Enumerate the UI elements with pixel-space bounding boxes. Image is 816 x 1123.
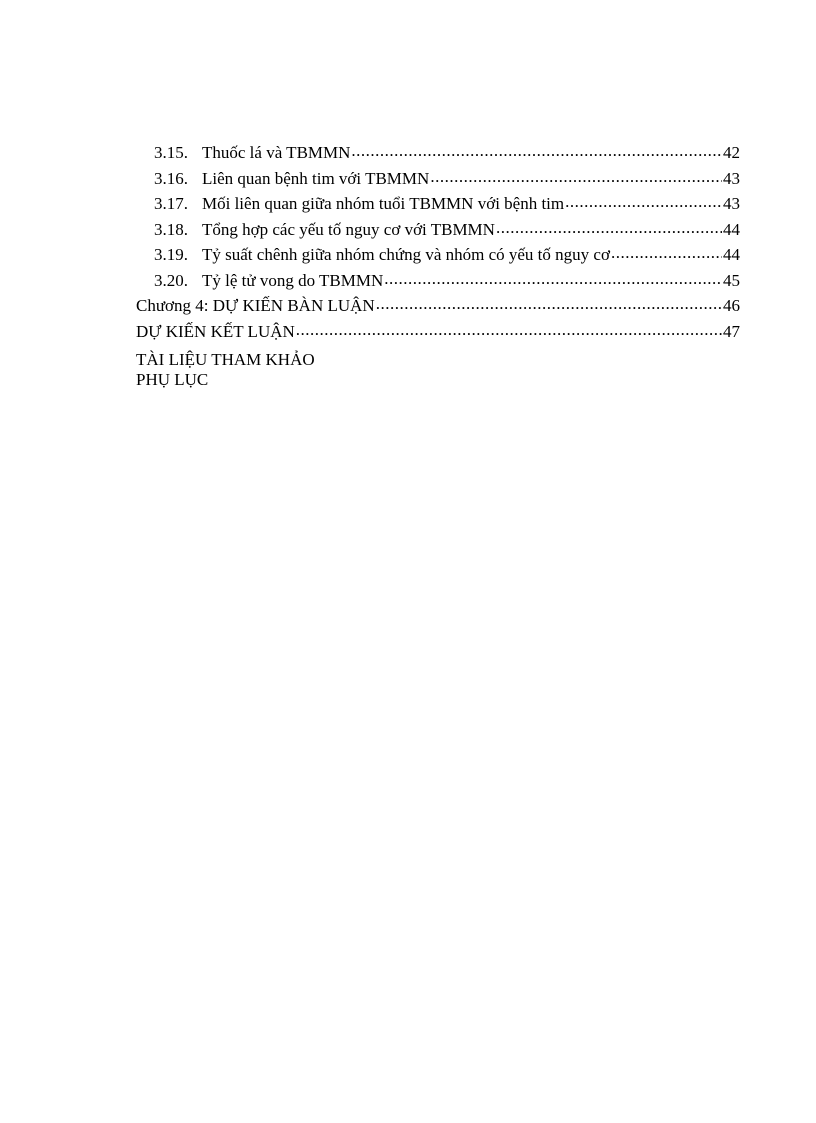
toc-entry-title: Tỷ lệ tử vong do TBMMN [202, 270, 384, 290]
toc-entry-page: 44 [723, 245, 740, 264]
toc-dot-leader [565, 189, 722, 215]
toc-dot-leader [376, 291, 722, 317]
toc-entry-3-20[interactable] [136, 268, 740, 294]
toc-entry-title: Tổng hợp các yếu tố nguy cơ với TBMMN [202, 219, 495, 239]
toc-entry-references[interactable]: TÀI LIỆU THAM KHẢO [136, 350, 315, 369]
toc-entry-page: 44 [723, 219, 740, 239]
toc-entry-number: 3.20. [154, 270, 188, 290]
toc-entry-number: 3.18. [154, 219, 188, 239]
toc-entry-title: Tỷ suất chênh giữa nhóm chứng và nhóm có yếu tố nguy cơ [202, 245, 610, 264]
toc-entry-page: 43 [723, 194, 740, 213]
toc-dot-leader [351, 138, 722, 164]
toc-entry-3-15[interactable] [136, 140, 740, 166]
toc-entry-chapter-4[interactable] [136, 293, 740, 319]
toc-entry-title: Thuốc lá và TBMMN [202, 143, 351, 162]
toc-entry-page: 47 [723, 321, 740, 341]
toc-entry-appendix[interactable]: PHỤ LỤC [136, 370, 209, 389]
toc-entry-conclusion[interactable] [136, 319, 740, 345]
toc-entry-page: 46 [723, 296, 740, 315]
toc-dot-leader [384, 266, 722, 292]
toc-entry-title: DỰ KIẾN KẾT LUẬN [136, 321, 295, 341]
toc-entry-3-16[interactable] [136, 166, 740, 192]
toc-entry-3-17[interactable] [136, 191, 740, 217]
toc-entry-title: Mối liên quan giữa nhóm tuổi TBMMN với bệnh tim [202, 194, 565, 213]
toc-entry-number: 3.16. [154, 168, 188, 188]
toc-dot-leader [611, 240, 722, 266]
toc-entry-number: 3.17. [154, 194, 188, 213]
toc-dot-leader [296, 317, 722, 343]
toc-dot-leader [496, 215, 722, 241]
toc-entry-number: 3.19. [154, 245, 188, 264]
toc-entry-page: 43 [723, 168, 740, 188]
toc-entry-3-18[interactable] [136, 217, 740, 243]
toc-entry-number: 3.15. [154, 143, 188, 162]
table-of-contents [136, 140, 740, 390]
toc-entry-3-19[interactable] [136, 242, 740, 268]
toc-entry-page: 42 [723, 143, 740, 162]
toc-entry-title: Liên quan bệnh tim với TBMMN [202, 168, 430, 188]
toc-dot-leader [430, 164, 722, 190]
toc-entry-title: Chương 4: DỰ KIẾN BÀN LUẬN [136, 296, 375, 315]
toc-entry-page: 45 [723, 270, 740, 290]
